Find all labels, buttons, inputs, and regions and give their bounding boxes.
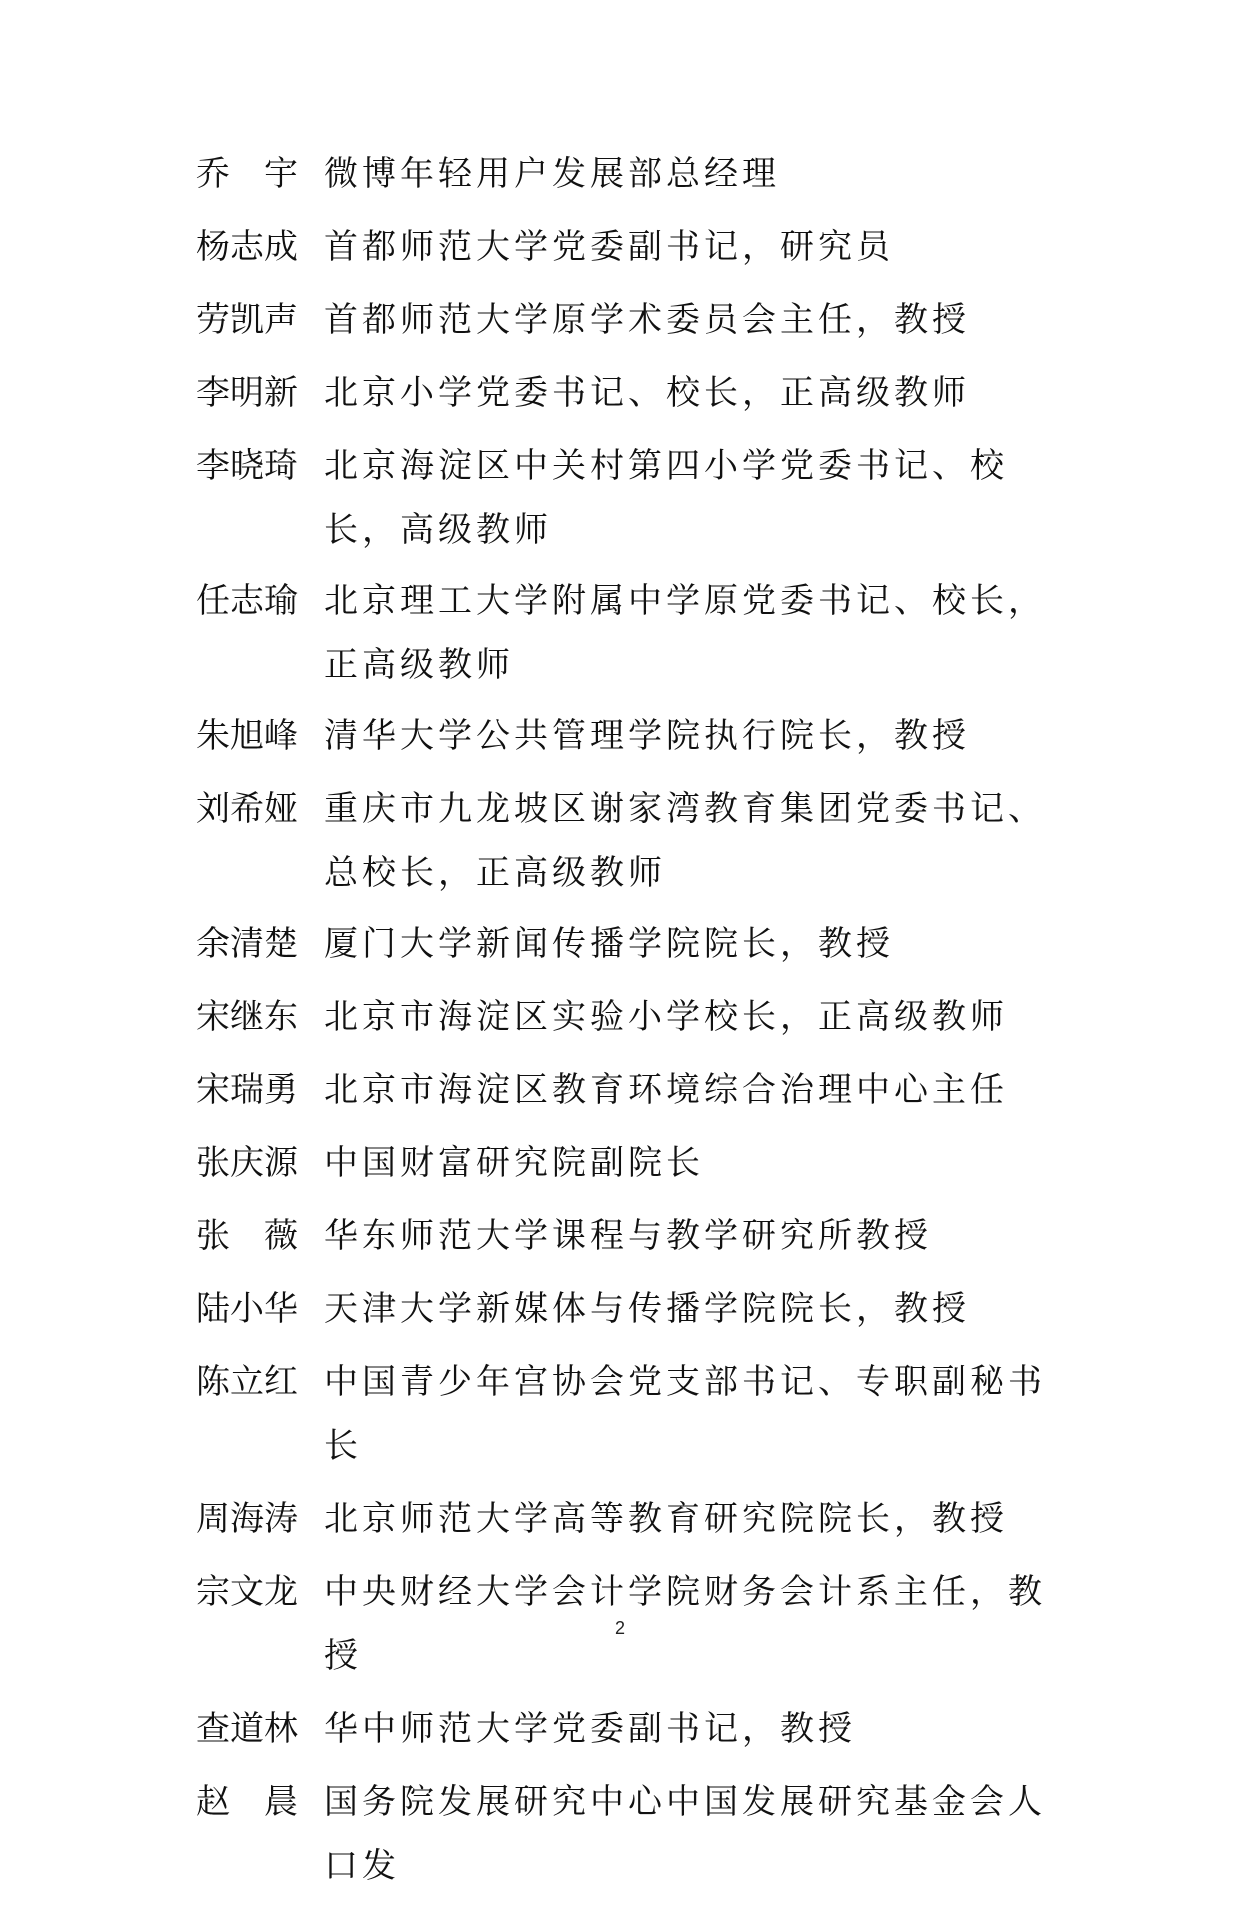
list-item xyxy=(196,150,1076,206)
page-number: 2 xyxy=(614,1618,625,1638)
member-name: 余清楚 xyxy=(196,924,298,964)
member-title: 北京市海淀区实验小学校长，正高级教师 xyxy=(324,997,1008,1037)
member-name: 刘希娅 xyxy=(196,789,298,829)
member-name: 宋瑞勇 xyxy=(196,1070,298,1110)
member-title: 中国财富研究院副院长 xyxy=(324,1143,704,1183)
list-item xyxy=(196,223,1076,279)
member-title: 华中师范大学党委副书记，教授 xyxy=(324,1709,856,1749)
list-item xyxy=(196,1285,1076,1341)
member-title: 北京市海淀区教育环境综合治理中心主任 xyxy=(324,1070,1008,1110)
member-name: 陈立红 xyxy=(196,1362,298,1402)
member-title: 首都师范大学原学术委员会主任，教授 xyxy=(324,300,970,340)
member-title: 北京海淀区中关村第四小学党委书记、校长，高级教师 xyxy=(324,446,1008,550)
member-title: 厦门大学新闻传播学院院长，教授 xyxy=(324,924,894,964)
list-item xyxy=(196,712,1076,768)
member-name: 周海涛 xyxy=(196,1499,298,1539)
member-name: 乔 宇 xyxy=(196,154,298,194)
member-name: 任志瑜 xyxy=(196,581,298,621)
list-item xyxy=(196,993,1076,1049)
member-name: 张 薇 xyxy=(196,1216,298,1256)
list-item xyxy=(196,1212,1076,1268)
member-name: 查道林 xyxy=(196,1709,298,1749)
member-title: 北京小学党委书记、校长，正高级教师 xyxy=(324,373,970,413)
member-name: 李明新 xyxy=(196,373,298,413)
list-item xyxy=(196,1778,1076,1898)
member-name: 杨志成 xyxy=(196,227,298,267)
list-item xyxy=(196,1066,1076,1122)
member-title: 重庆市九龙坡区谢家湾教育集团党委书记、总校长，正高级教师 xyxy=(324,789,1046,893)
member-title: 中国青少年宫协会党支部书记、专职副秘书长 xyxy=(324,1362,1046,1466)
member-list xyxy=(196,150,1076,1915)
member-name: 宗文龙 xyxy=(196,1572,298,1612)
list-item xyxy=(196,369,1076,425)
member-name: 朱旭峰 xyxy=(196,716,298,756)
member-title: 中央财经大学会计学院财务会计系主任，教授 xyxy=(324,1572,1046,1676)
member-title: 首都师范大学党委副书记，研究员 xyxy=(324,227,894,267)
list-item xyxy=(196,920,1076,976)
member-title: 清华大学公共管理学院执行院长，教授 xyxy=(324,716,970,756)
member-title: 微博年轻用户发展部总经理 xyxy=(324,154,780,194)
list-item xyxy=(196,577,1076,697)
list-item xyxy=(196,296,1076,352)
list-item xyxy=(196,1358,1076,1478)
member-name: 陆小华 xyxy=(196,1289,298,1329)
member-name: 宋继东 xyxy=(196,997,298,1037)
member-title: 华东师范大学课程与教学研究所教授 xyxy=(324,1216,932,1256)
member-title: 北京师范大学高等教育研究院院长，教授 xyxy=(324,1499,1008,1539)
member-name: 李晓琦 xyxy=(196,446,298,486)
list-item xyxy=(196,785,1076,905)
list-item xyxy=(196,1139,1076,1195)
list-item xyxy=(196,1495,1076,1551)
member-title: 国务院发展研究中心中国发展研究基金会人口发 xyxy=(324,1782,1046,1886)
member-name: 劳凯声 xyxy=(196,300,298,340)
member-name: 赵 晨 xyxy=(196,1782,298,1822)
member-name: 张庆源 xyxy=(196,1143,298,1183)
list-item xyxy=(196,442,1076,562)
member-title: 天津大学新媒体与传播学院院长，教授 xyxy=(324,1289,970,1329)
member-title: 北京理工大学附属中学原党委书记、校长，正高级教师 xyxy=(324,581,1046,685)
